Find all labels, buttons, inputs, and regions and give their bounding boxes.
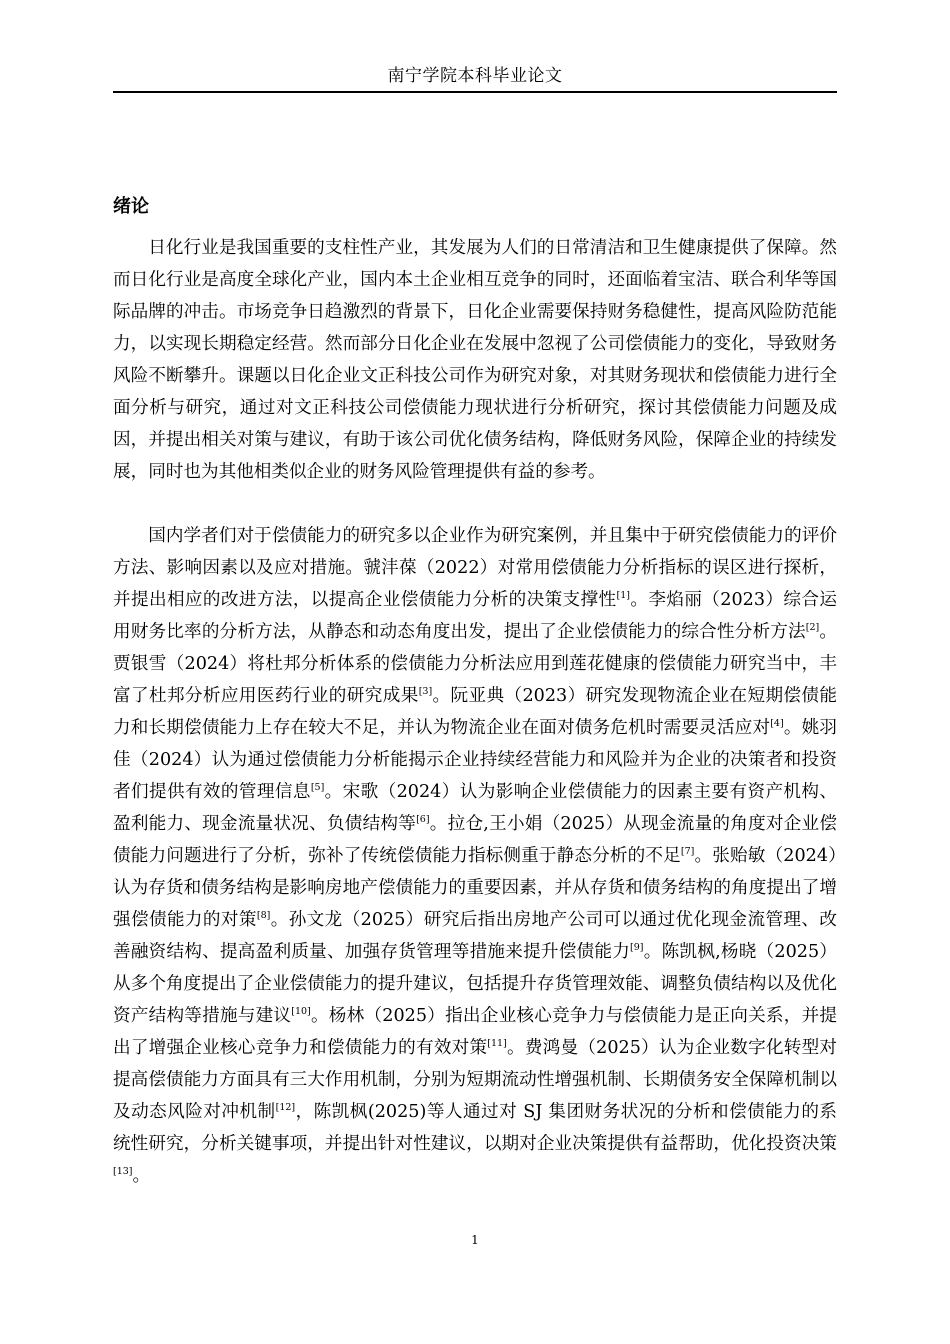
citation-13: [13] [113, 1166, 133, 1178]
paragraph-2-text: 。贾银雪（2024）将杜邦分析体系的偿债能力分析法应用到莲花健康的偿债能力研究当中，丰富了杜邦分析应用医药行业的研究成果 [113, 622, 837, 706]
header-rule [113, 91, 837, 93]
citation-9: [9] [630, 942, 644, 954]
citation-11: [11] [487, 1038, 507, 1050]
page-header-title: 南宁学院本科毕业论文 [387, 66, 563, 86]
citation-6: [6] [416, 814, 430, 826]
citation-8: [8] [256, 910, 271, 922]
paragraph-2-text: 。 [132, 1166, 151, 1186]
citation-3: [3] [418, 686, 433, 698]
paragraph-2-text: 。阮亚典（2023）研究发现物流企业在短期偿债能力和长期偿债能力上存在较大不足，并认为物流企业在面对债务危机时需要灵活应对 [113, 686, 837, 738]
citation-2: [2] [805, 622, 820, 634]
paragraph-2-text: 。陈凯枫,杨晓（2025）从多个角度提出了企业偿债能力的提升建议，包括提升存货管理效能、调整负债结构以及优化资产结构等措施与建议 [113, 942, 837, 1026]
paragraph-2-text: 。宋歌（2024）认为影响企业偿债能力的因素主要有资产机构、盈利能力、现金流量状况、负债结构等 [113, 782, 837, 834]
paragraph-2-text: 。费鸿曼（2025）认为企业数字化转型对提高偿债能力方面具有三大作用机制，分别为短期流动性增强机制、长期债务安全保障机制以及动态风险对冲机制 [113, 1038, 837, 1122]
citation-1: [1] [616, 590, 630, 602]
citation-7: [7] [680, 846, 695, 858]
paragraph-2-text: 。孙文龙（2025）研究后指出房地产公司可以通过优化现金流管理、改善融资结构、提高盈利质量、加强存货管理等措施来提升偿债能力 [113, 910, 837, 962]
paragraph-1: 日化行业是我国重要的支柱性产业，其发展为人们的日常清洁和卫生健康提供了保障。然而日化行业是高度全球化产业，国内本土企业相互竞争的同时，还面临着宝洁、联合利华等国际品牌的冲击。市场竞争日趋激烈的背景下，日化企业需要保持财务稳健性，提高风险防范能力，以实现长期稳定经营。然而部分日化企业在发展中忽视了公司偿债能力的变化，导致财务风险不断攀升。课题以日化企业文正科技公司作为研究对象，对其财务现状和偿债能力进行全面分析与研究，通过对文正科技公司偿债能力现状进行分析研究，探讨其偿债能力问题及成因，并提出相关对策与建议，有助于该公司优化债务结构，降低财务风险，保障企业的持续发展，同时也为其他相类似企业的财务风险管理提供有益的参考。 [113, 238, 837, 482]
paragraph-2-text: 。李焰丽（2023）综合运用财务比率的分析方法，从静态和动态角度出发，提出了企业偿债能力的综合性分析方法 [113, 590, 837, 642]
paragraph-2-text: 。拉仓,王小娟（2025）从现金流量的角度对企业偿债能力问题进行了分析，弥补了传统偿债能力指标侧重于静态分析的不足 [113, 814, 837, 866]
citation-4: [4] [770, 718, 784, 730]
paragraph-2-text: 国内学者们对于偿债能力的研究多以企业作为研究案例，并且集中于研究偿债能力的评价方法、影响因素以及应对措施。虢沣葆（2022）对常用偿债能力分析指标的误区进行探析，并提出相应的改进方法，以提高企业偿债能力分析的决策支撑性 [113, 526, 837, 610]
paragraph-2-text: 。姚羽佳（2024）认为通过偿债能力分析能揭示企业持续经营能力和风险并为企业的决策者和投资者们提供有效的管理信息 [113, 718, 837, 802]
paragraph-2-text: ，陈凯枫(2025)等人通过对 SJ 集团财务状况的分析和偿债能力的系统性研究，分析关键事项，并提出针对性建议，以期对企业决策提供有益帮助，优化投资决策 [113, 1102, 837, 1154]
section-heading: 绪论 [113, 196, 149, 217]
paragraph-2-text: 。张贻敏（2024）认为存货和债务结构是影响房地产偿债能力的重要因素，并从存货和债务结构的角度提出了增强偿债能力的对策 [113, 846, 837, 930]
paragraph-2-text: 。杨林（2025）指出企业核心竞争力与偿债能力是正向关系，并提出了增强企业核心竞争力和偿债能力的有效对策 [113, 1006, 837, 1058]
page-number: 1 [471, 1233, 479, 1247]
paragraph-2 [113, 520, 837, 1192]
citation-5: [5] [310, 782, 325, 794]
citation-10: [10] [291, 1006, 311, 1018]
citation-12: [12] [275, 1102, 296, 1114]
